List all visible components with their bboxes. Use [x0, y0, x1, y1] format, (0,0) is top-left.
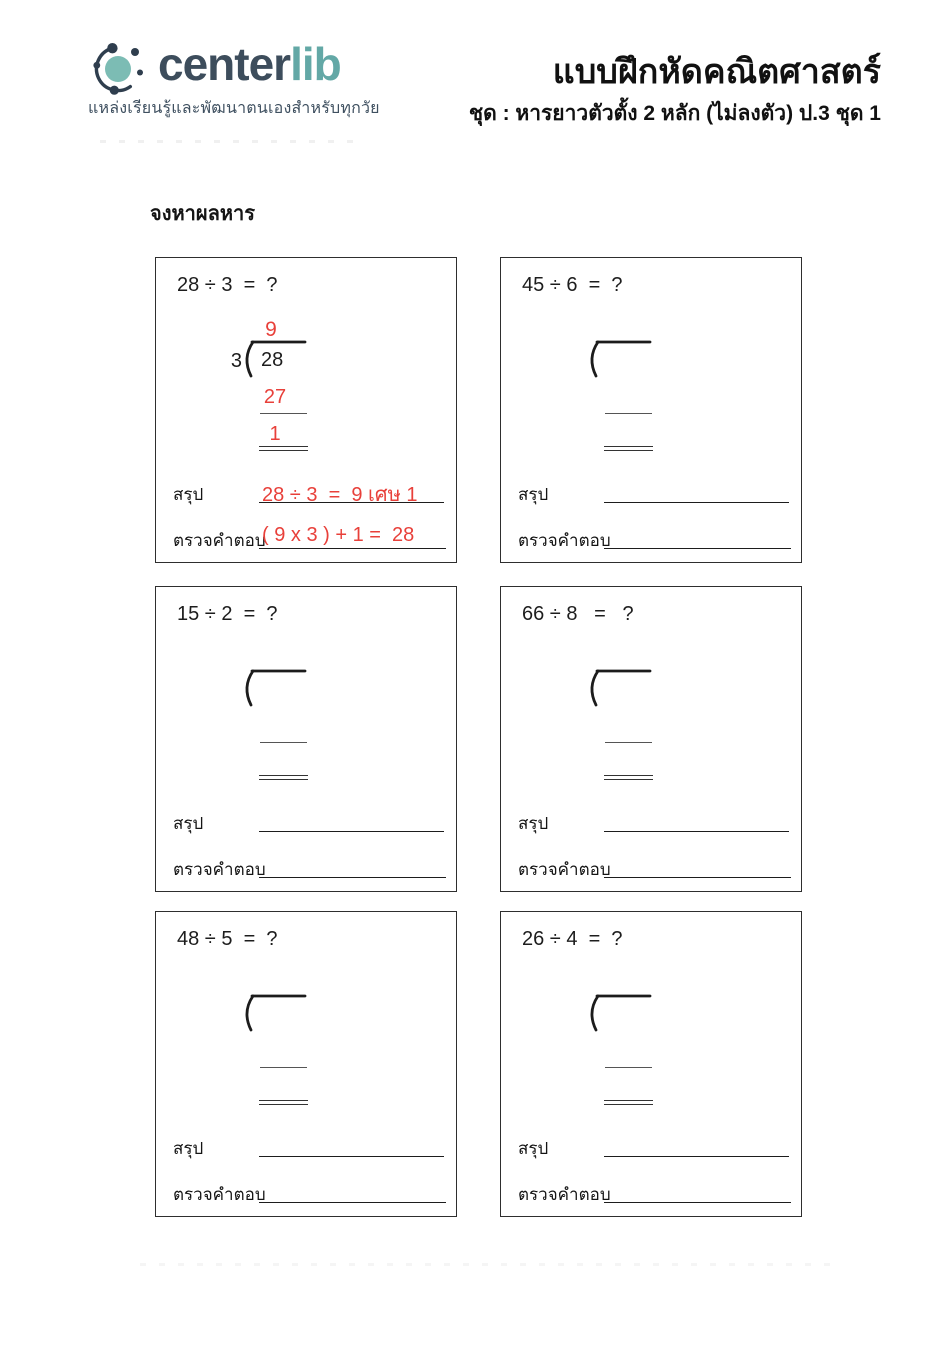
worksheet-title: แบบฝึกหัดคณิตศาสตร์	[552, 53, 881, 91]
summary-label: สรุป	[173, 814, 204, 833]
check-label: ตรวจคำตอบ	[173, 531, 266, 550]
title-block	[469, 52, 881, 130]
remainder-value: 1	[269, 423, 281, 445]
check-blank-line	[259, 1180, 446, 1203]
problem-box-4	[500, 586, 802, 892]
summary-label: สรุป	[173, 1139, 204, 1158]
summary-blank-line	[259, 480, 444, 503]
logo-tagline: แหล่งเรียนรู้และพัฒนาตนเองสำหรับทุกวัย	[88, 100, 380, 117]
long-division-bracket	[240, 667, 310, 709]
summary-label: สรุป	[518, 1139, 549, 1158]
subtraction-line	[260, 1067, 307, 1068]
summary-answer: 28 ÷ 3 = 9 เศษ 1	[262, 484, 418, 506]
check-blank-line	[259, 855, 446, 878]
wordmark-center: center	[158, 38, 291, 90]
check-label: ตรวจคำตอบ	[173, 1185, 266, 1204]
check-label: ตรวจคำตอบ	[518, 860, 611, 879]
faded-print-artifact-bottom	[140, 1263, 840, 1266]
problem-box-2	[500, 257, 802, 563]
subtraction-line	[605, 413, 652, 414]
long-division-bracket	[585, 338, 655, 380]
problem-box-1	[155, 257, 457, 563]
subtraction-line	[260, 742, 307, 743]
summary-blank-line	[604, 809, 789, 832]
check-answer: ( 9 x 3 ) + 1 = 28	[262, 524, 415, 546]
check-label: ตรวจคำตอบ	[518, 1185, 611, 1204]
summary-blank-line	[604, 1134, 789, 1157]
problem-box-6	[500, 911, 802, 1217]
subtraction-line	[260, 413, 307, 414]
division-equation: 66 ÷ 8 = ?	[522, 603, 634, 625]
result-double-line	[259, 1100, 308, 1105]
check-blank-line	[259, 526, 446, 549]
result-double-line	[259, 446, 308, 451]
result-double-line	[604, 1100, 653, 1105]
long-division-bracket	[585, 992, 655, 1034]
long-division-bracket	[240, 992, 310, 1034]
check-blank-line	[604, 855, 791, 878]
divisor-value: 3	[230, 350, 242, 372]
subtraction-line	[605, 1067, 652, 1068]
result-double-line	[259, 775, 308, 780]
summary-blank-line	[259, 1134, 444, 1157]
division-equation: 26 ÷ 4 = ?	[522, 928, 623, 950]
problem-box-3	[155, 586, 457, 892]
division-equation: 15 ÷ 2 = ?	[177, 603, 278, 625]
long-division-bracket	[585, 667, 655, 709]
problem-box-5	[155, 911, 457, 1217]
summary-label: สรุป	[173, 485, 204, 504]
check-blank-line	[604, 526, 791, 549]
summary-blank-line	[604, 480, 789, 503]
check-label: ตรวจคำตอบ	[173, 860, 266, 879]
wordmark-lib: lib	[290, 38, 341, 90]
division-equation: 28 ÷ 3 = ?	[177, 274, 278, 296]
division-equation: 48 ÷ 5 = ?	[177, 928, 278, 950]
summary-blank-line	[259, 809, 444, 832]
product-value: 27	[263, 386, 287, 408]
centerlib-wordmark	[158, 38, 341, 90]
centerlib-logo-icon	[88, 39, 152, 99]
result-double-line	[604, 775, 653, 780]
instruction-text: จงหาผลหาร	[150, 203, 256, 225]
subtraction-line	[605, 742, 652, 743]
faded-print-artifact-top	[100, 140, 355, 143]
quotient-value: 9	[265, 318, 277, 341]
worksheet-subtitle: ชุด : หารยาวตัวตั้ง 2 หลัก (ไม่ลงตัว) ป.3 ชุด 1	[468, 101, 881, 125]
summary-label: สรุป	[518, 814, 549, 833]
summary-label: สรุป	[518, 485, 549, 504]
division-equation: 45 ÷ 6 = ?	[522, 274, 623, 296]
check-label: ตรวจคำตอบ	[518, 531, 611, 550]
result-double-line	[604, 446, 653, 451]
dividend-value: 28	[261, 349, 284, 371]
check-blank-line	[604, 1180, 791, 1203]
